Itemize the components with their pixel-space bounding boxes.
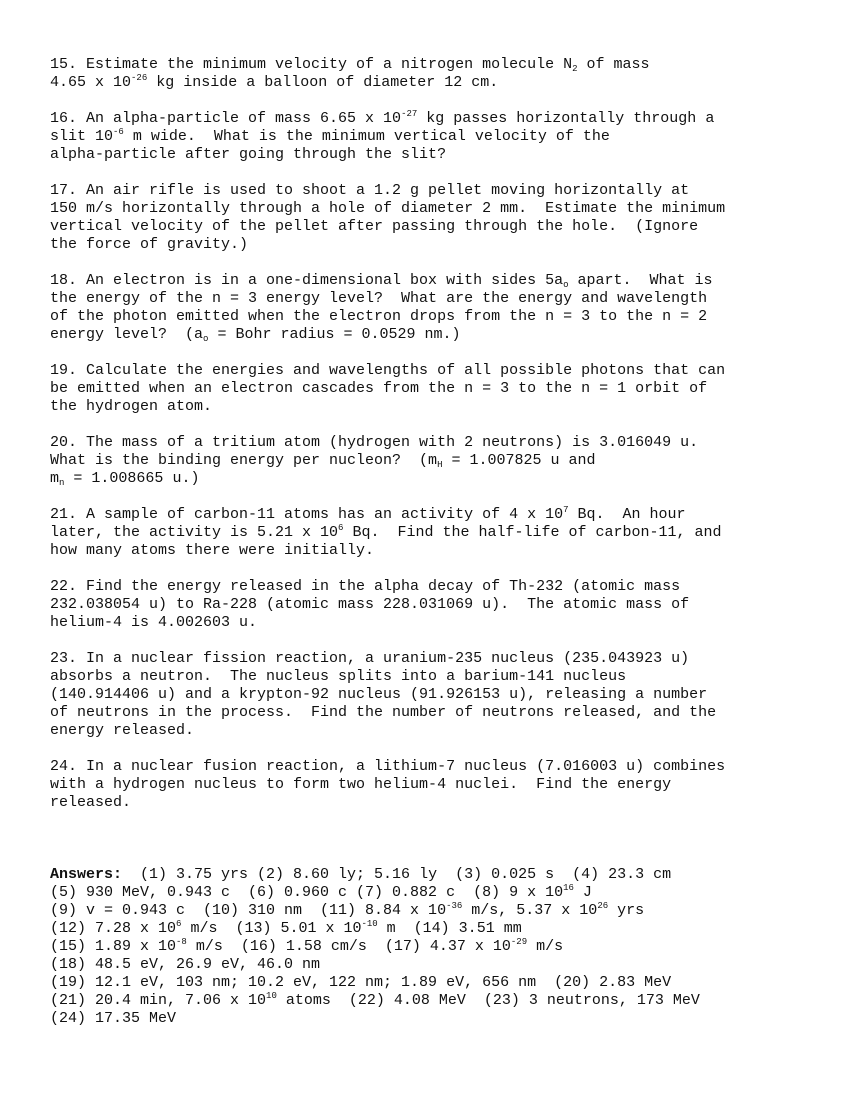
problem-line <box>50 524 820 542</box>
problem-line <box>50 380 820 398</box>
text-run: Bq. Find the half-life of carbon-11, and <box>343 524 722 541</box>
answer-line <box>50 866 820 884</box>
text-run: Bq. An hour <box>568 506 686 523</box>
problem-line <box>50 326 820 344</box>
problem-18 <box>50 272 820 344</box>
problem-line <box>50 758 820 776</box>
problem-16 <box>50 110 820 164</box>
text-run: helium-4 is 4.002603 u. <box>50 614 258 631</box>
problem-line <box>50 434 820 452</box>
superscript: 7 <box>563 505 569 515</box>
answers-heading: Answers: <box>50 866 123 883</box>
problem-line <box>50 272 820 290</box>
text-run: 15. Estimate the minimum velocity of a nitrogen molecule N <box>50 56 573 73</box>
answer-line <box>50 920 820 938</box>
text-run: (5) 930 MeV, 0.943 c (6) 0.960 c (7) 0.882 c (8) 9 x 10 <box>50 884 564 901</box>
text-run: 232.038054 u) to Ra-228 (atomic mass 228.031069 u). The atomic mass of <box>50 596 690 613</box>
problem-line <box>50 200 820 218</box>
problem-line <box>50 722 820 740</box>
text-run: atoms (22) 4.08 MeV (23) 3 neutrons, 173 MeV <box>276 992 700 1009</box>
text-run: 20. The mass of a tritium atom (hydrogen with 2 neutrons) is 3.016049 u. <box>50 434 699 451</box>
text-run: (19) 12.1 eV, 103 nm; 10.2 eV, 122 nm; 1.89 eV, 656 nm (20) 2.83 MeV <box>50 974 672 991</box>
problem-line <box>50 182 820 200</box>
text-run: 23. In a nuclear fission reaction, a uranium-235 nucleus (235.043923 u) <box>50 650 690 667</box>
problem-20 <box>50 434 820 488</box>
text-run: m/s (13) 5.01 x 10 <box>181 920 362 937</box>
problem-line <box>50 650 820 668</box>
answer-line <box>50 884 820 902</box>
text-run: m/s <box>527 938 564 955</box>
answer-line <box>50 938 820 956</box>
problem-line <box>50 668 820 686</box>
text-run: 24. In a nuclear fusion reaction, a lithium-7 nucleus (7.016003 u) combines <box>50 758 726 775</box>
text-run: later, the activity is 5.21 x 10 <box>50 524 339 541</box>
subscript: H <box>437 460 443 470</box>
text-run: (1) 3.75 yrs (2) 8.60 ly; 5.16 ly (3) 0.025 s (4) 23.3 cm <box>122 866 672 883</box>
problem-line <box>50 686 820 704</box>
problem-24 <box>50 758 820 812</box>
problem-line <box>50 308 820 326</box>
problem-19 <box>50 362 820 416</box>
superscript: -27 <box>401 109 418 119</box>
superscript: 16 <box>563 883 574 893</box>
superscript: -36 <box>446 901 463 911</box>
text-run: J <box>573 884 592 901</box>
subscript: o <box>563 280 569 290</box>
text-run: of mass <box>577 56 650 73</box>
answers-lines <box>50 866 820 1028</box>
superscript: 10 <box>266 991 277 1001</box>
text-run: be emitted when an electron cascades from the n = 3 to the n = 1 orbit of <box>50 380 708 397</box>
superscript: -10 <box>361 919 378 929</box>
text-run: 19. Calculate the energies and wavelengths of all possible photons that can <box>50 362 726 379</box>
problem-list <box>50 56 820 812</box>
problem-line <box>50 74 820 92</box>
problem-line <box>50 596 820 614</box>
text-run: m <box>50 470 60 487</box>
problem-line <box>50 542 820 560</box>
text-run: 16. An alpha-particle of mass 6.65 x 10 <box>50 110 402 127</box>
subscript: o <box>203 334 209 344</box>
text-run: the energy of the n = 3 energy level? What are the energy and wavelength <box>50 290 708 307</box>
problem-line <box>50 110 820 128</box>
text-run: kg passes horizontally through a <box>417 110 715 127</box>
text-run: 21. A sample of carbon-11 atoms has an activity of 4 x 10 <box>50 506 564 523</box>
text-run: (15) 1.89 x 10 <box>50 938 177 955</box>
text-run: the hydrogen atom. <box>50 398 213 415</box>
text-run: 150 m/s horizontally through a hole of diameter 2 mm. Estimate the minimum <box>50 200 726 217</box>
text-run: 22. Find the energy released in the alpha decay of Th-232 (atomic mass <box>50 578 681 595</box>
text-run: the force of gravity.) <box>50 236 249 253</box>
superscript: -26 <box>131 73 148 83</box>
problem-line <box>50 236 820 254</box>
superscript: 6 <box>338 523 344 533</box>
problem-line <box>50 218 820 236</box>
text-run: (12) 7.28 x 10 <box>50 920 177 937</box>
text-run: m/s, 5.37 x 10 <box>462 902 598 919</box>
problem-line <box>50 128 820 146</box>
text-run: released. <box>50 794 132 811</box>
answer-line <box>50 992 820 1010</box>
text-run: = Bohr radius = 0.0529 nm.) <box>208 326 461 343</box>
problem-line <box>50 146 820 164</box>
problem-22 <box>50 578 820 632</box>
text-run: What is the binding energy per nucleon? (m <box>50 452 438 469</box>
text-run: kg inside a balloon of diameter 12 cm. <box>147 74 499 91</box>
answers-section <box>50 830 820 1064</box>
text-run: of neutrons in the process. Find the number of neutrons released, and the <box>50 704 717 721</box>
answer-line <box>50 902 820 920</box>
text-run: yrs <box>608 902 645 919</box>
answer-line <box>50 956 820 974</box>
text-run: energy released. <box>50 722 195 739</box>
text-run: (140.914406 u) and a krypton-92 nucleus (91.926153 u), releasing a number <box>50 686 708 703</box>
problem-line <box>50 506 820 524</box>
answer-line <box>50 1010 820 1028</box>
problem-line <box>50 290 820 308</box>
text-run: (18) 48.5 eV, 26.9 eV, 46.0 nm <box>50 956 321 973</box>
text-run: absorbs a neutron. The nucleus splits into a barium-141 nucleus <box>50 668 627 685</box>
superscript: 6 <box>176 919 182 929</box>
problem-line <box>50 56 820 74</box>
text-run: (9) v = 0.943 c (10) 310 nm (11) 8.84 x 10 <box>50 902 447 919</box>
superscript: 26 <box>597 901 609 911</box>
text-run: m wide. What is the minimum vertical velocity of the <box>123 128 610 145</box>
text-run: 18. An electron is in a one-dimensional box with sides 5a <box>50 272 564 289</box>
problem-line <box>50 776 820 794</box>
text-run: energy level? (a <box>50 326 204 343</box>
problem-line <box>50 398 820 416</box>
document-page <box>50 56 820 1064</box>
text-run: m (14) 3.51 mm <box>377 920 522 937</box>
text-run: vertical velocity of the pellet after passing through the hole. (Ignore <box>50 218 699 235</box>
text-run: = 1.007825 u and <box>442 452 596 469</box>
problem-line <box>50 362 820 380</box>
problem-line <box>50 452 820 470</box>
problem-line <box>50 704 820 722</box>
text-run: slit 10 <box>50 128 114 145</box>
text-run: how many atoms there were initially. <box>50 542 375 559</box>
problem-line <box>50 578 820 596</box>
problem-21 <box>50 506 820 560</box>
problem-15 <box>50 56 820 92</box>
text-run: 17. An air rifle is used to shoot a 1.2 g pellet moving horizontally at <box>50 182 690 199</box>
subscript: n <box>59 478 65 488</box>
problem-line <box>50 614 820 632</box>
text-run: of the photon emitted when the electron drops from the n = 3 to the n = 2 <box>50 308 708 325</box>
text-run: (21) 20.4 min, 7.06 x 10 <box>50 992 267 1009</box>
superscript: -8 <box>176 937 187 947</box>
text-run: with a hydrogen nucleus to form two helium-4 nuclei. Find the energy <box>50 776 672 793</box>
subscript: 2 <box>572 64 578 74</box>
problem-line <box>50 794 820 812</box>
text-run: 4.65 x 10 <box>50 74 132 91</box>
text-run: = 1.008665 u.) <box>64 470 200 487</box>
answer-line <box>50 974 820 992</box>
superscript: -29 <box>510 937 528 947</box>
problem-17 <box>50 182 820 254</box>
text-run: apart. What is <box>568 272 713 289</box>
text-run: alpha-particle after going through the slit? <box>50 146 447 163</box>
text-run: m/s (16) 1.58 cm/s (17) 4.37 x 10 <box>186 938 511 955</box>
problem-line <box>50 470 820 488</box>
problem-23 <box>50 650 820 740</box>
text-run: (24) 17.35 MeV <box>50 1010 177 1027</box>
superscript: -6 <box>113 127 124 137</box>
